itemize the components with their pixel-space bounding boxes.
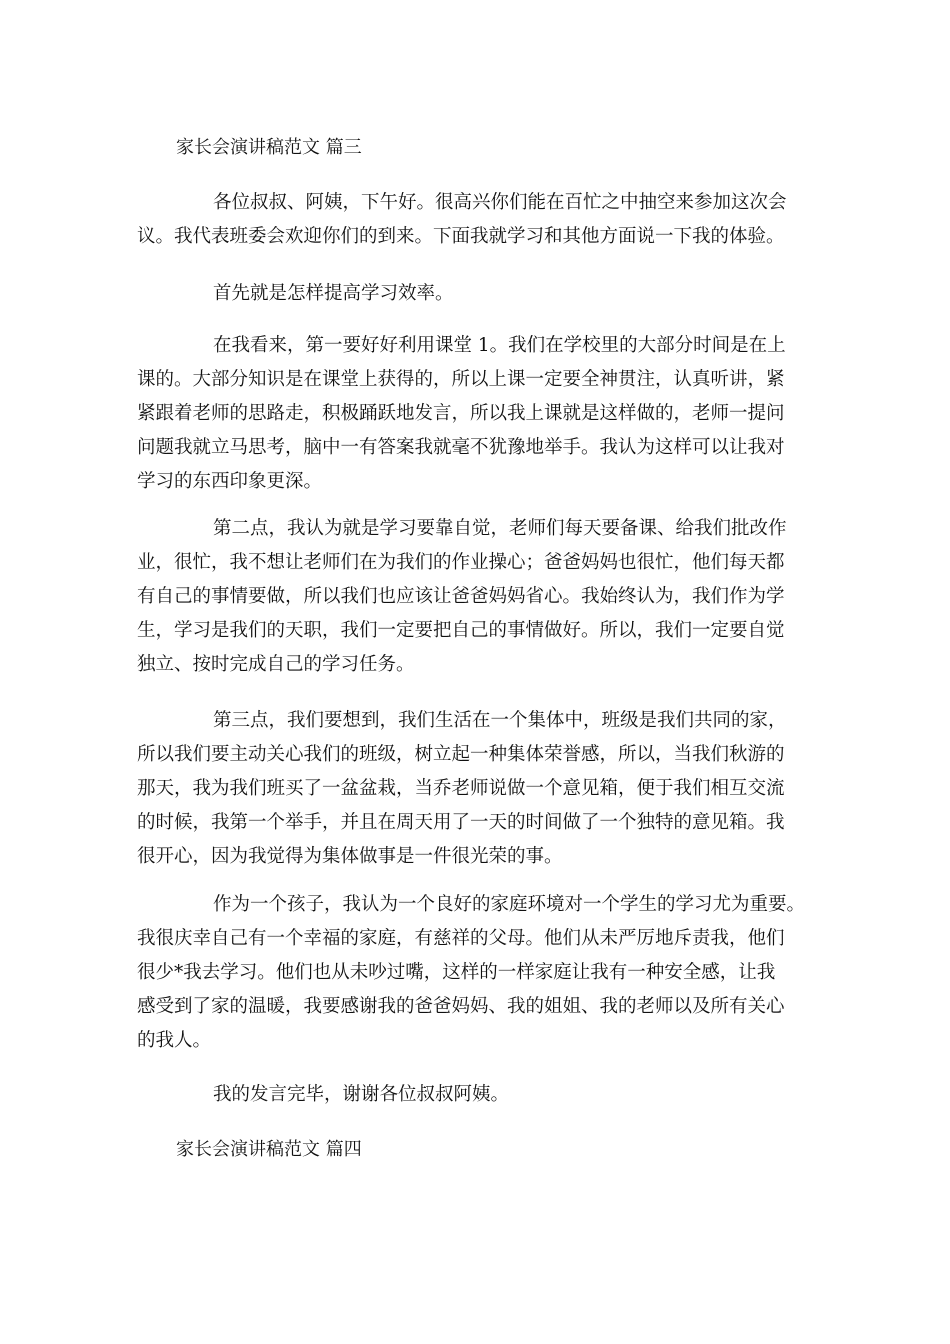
paragraph-line: 那天，我为我们班买了一盆盆栽，当乔老师说做一个意见箱，便于我们相互交流 bbox=[137, 778, 785, 799]
paragraph-line: 感受到了家的温暖，我要感谢我的爸爸妈妈、我的姐姐、我的老师以及所有关心 bbox=[137, 996, 785, 1017]
paragraph-line: 紧跟着老师的思路走，积极踊跃地发言，所以我上课就是这样做的，老师一提问 bbox=[137, 403, 785, 424]
paragraph-line: 我的发言完毕，谢谢各位叔叔阿姨。 bbox=[213, 1084, 510, 1105]
paragraph-line: 有自己的事情要做，所以我们也应该让爸爸妈妈省心。我始终认为，我们作为学 bbox=[137, 586, 785, 607]
paragraph-line: 课的。大部分知识是在课堂上获得的，所以上课一定要全神贯注，认真听讲，紧 bbox=[137, 369, 785, 390]
paragraph-line: 议。我代表班委会欢迎你们的到来。下面我就学习和其他方面说一下我的体验。 bbox=[137, 226, 785, 247]
paragraph-line: 所以我们要主动关心我们的班级，树立起一种集体荣誉感，所以，当我们秋游的 bbox=[137, 744, 785, 765]
paragraph-line: 首先就是怎样提高学习效率。 bbox=[213, 283, 454, 304]
paragraph-line: 很开心，因为我觉得为集体做事是一件很光荣的事。 bbox=[137, 846, 563, 867]
paragraph-line: 各位叔叔、阿姨，下午好。很高兴你们能在百忙之中抽空来参加这次会 bbox=[213, 192, 787, 213]
paragraph-second-point bbox=[137, 512, 817, 682]
paragraph-line: 业，很忙，我不想让老师们在为我们的作业操心；爸爸妈妈也很忙，他们每天都 bbox=[137, 552, 785, 573]
paragraph-greeting bbox=[137, 186, 817, 254]
paragraph-line: 在我看来，第一要好好利用课堂 1。我们在学校里的大部分时间是在上 bbox=[213, 335, 786, 356]
paragraph-line: 问题我就立马思考，脑中一有答案我就毫不犹豫地举手。我认为这样可以让我对 bbox=[137, 437, 785, 458]
paragraph-third-point bbox=[137, 704, 817, 874]
paragraph-line: 第三点，我们要想到，我们生活在一个集体中，班级是我们共同的家， bbox=[213, 710, 787, 731]
paragraph-line: 我很庆幸自己有一个幸福的家庭，有慈祥的父母。他们从未严厉地斥责我，他们 bbox=[137, 928, 785, 949]
paragraph-line: 很少*我去学习。他们也从未吵过嘴，这样的一样家庭让我有一种安全感，让我 bbox=[137, 962, 776, 983]
paragraph-first-point bbox=[137, 277, 817, 311]
paragraph-line: 独立、按时完成自己的学习任务。 bbox=[137, 654, 415, 675]
paragraph-line: 学习的东西印象更深。 bbox=[137, 471, 323, 492]
paragraph-classroom bbox=[137, 329, 817, 499]
paragraph-line: 的时候，我第一个举手，并且在周天用了一天的时间做了一个独特的意见箱。我 bbox=[137, 812, 785, 833]
paragraph-closing bbox=[137, 1078, 817, 1112]
paragraph-line: 作为一个孩子，我认为一个良好的家庭环境对一个学生的学习尤为重要。 bbox=[213, 894, 806, 915]
paragraph-line: 的我人。 bbox=[137, 1030, 212, 1051]
section-heading-3: 家长会演讲稿范文 篇三 bbox=[176, 137, 362, 158]
paragraph-family bbox=[137, 888, 817, 1058]
paragraph-line: 第二点，我认为就是学习要靠自觉，老师们每天要备课、给我们批改作 bbox=[213, 518, 787, 539]
paragraph-line: 生，学习是我们的天职，我们一定要把自己的事情做好。所以，我们一定要自觉 bbox=[137, 620, 785, 641]
section-heading-4: 家长会演讲稿范文 篇四 bbox=[176, 1139, 362, 1160]
